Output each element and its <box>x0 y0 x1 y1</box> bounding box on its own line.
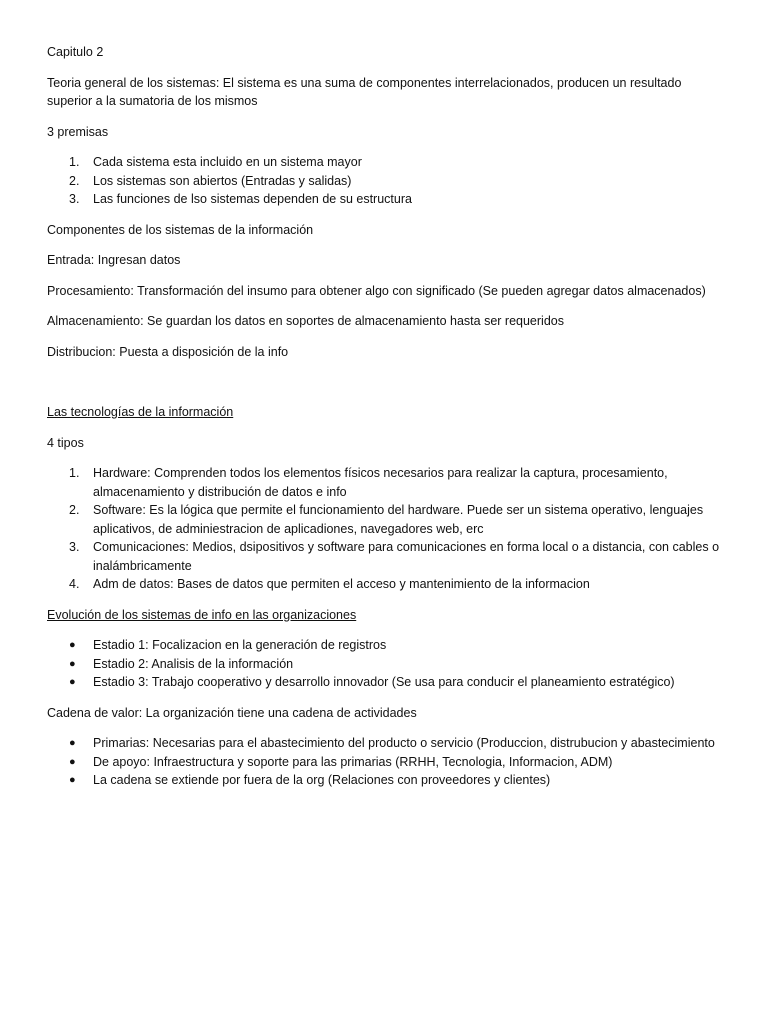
list-item: ● Estadio 3: Trabajo cooperativo y desarrollo innovador (Se usa para conducir el planeamiento estratégico) <box>47 673 727 692</box>
cadena-list <box>47 734 727 790</box>
tgs-text: El sistema es una suma de componentes interrelacionados, producen un resultado superior a la sumatoria de los mismos <box>47 75 682 108</box>
evolucion-list <box>47 636 727 692</box>
componente-almacenamiento: Almacenamiento: Se guardan los datos en soportes de almacenamiento hasta ser requeridos <box>47 314 564 328</box>
list-item: 2. Software: Es la lógica que permite el funcionamiento del hardware. Puede ser un sistema operativo, lenguajes aplicativos, de adminiestracion de aplicadiones, navegadores web, erc <box>69 503 704 536</box>
bullet-icon: ● <box>69 737 76 749</box>
list-item: 1. Cada sistema esta incluido en un sistema mayor <box>69 155 362 169</box>
componente-entrada: Entrada: Ingresan datos <box>47 253 181 267</box>
bullet-icon: ● <box>69 639 76 651</box>
tgs-label: Teoria general de los sistemas: <box>47 75 220 90</box>
tecnologias-heading: Las tecnologías de la información <box>47 405 234 419</box>
bullet-icon: ● <box>69 774 76 786</box>
componente-distribucion: Distribucion: Puesta a disposición de la info <box>47 344 289 359</box>
componentes-heading: Componentes de los sistemas de la información <box>47 222 314 237</box>
list-item: ● La cadena se extiende por fuera de la org (Relaciones con proveedores y clientes) <box>47 771 727 790</box>
list-item: 3. Comunicaciones: Medios, dsipositivos y software para comunicaciones en forma local o a distancia, con cables o inalámbricamente <box>69 540 720 573</box>
list-item: ● Estadio 2: Analisis de la información <box>47 655 727 674</box>
evolucion-heading: Evolución de los sistemas de info en las organizaciones <box>47 607 357 622</box>
chapter-title: Capitulo 2 <box>47 45 104 59</box>
premisas-list <box>47 153 727 209</box>
list-item: 3. Las funciones de lso sistemas dependen de su estructura <box>69 192 412 206</box>
tecnologias-list <box>47 464 727 594</box>
list-item: ● Estadio 1: Focalizacion en la generación de registros <box>47 636 727 655</box>
bullet-icon: ● <box>69 657 76 670</box>
list-item: 4. Adm de datos: Bases de datos que permiten el acceso y mantenimiento de la informacion <box>69 577 590 591</box>
tgs-paragraph <box>47 74 727 111</box>
bullet-icon: ● <box>69 676 76 688</box>
premisas-heading: 3 premisas <box>47 124 109 139</box>
list-item: ● Primarias: Necesarias para el abastecimiento del producto o servicio (Produccion, distrubucion y abastecimiento <box>47 734 727 753</box>
list-item: ● De apoyo: Infraestructura y soporte para las primarias (RRHH, Tecnologia, Informacion, ADM) <box>47 753 727 772</box>
list-item: 1. Hardware: Comprenden todos los elementos físicos necesarios para realizar la captura, procesamiento, almacenamiento y distribución de datos e info <box>69 466 668 499</box>
tecnologias-subheading: 4 tipos <box>47 435 84 450</box>
bullet-icon: ● <box>69 755 76 768</box>
document-body <box>47 43 727 790</box>
list-item: 2. Los sistemas son abiertos (Entradas y salidas) <box>69 173 352 188</box>
componente-procesamiento: Procesamiento: Transformación del insumo para obtener algo con significado (Se pueden agregar datos almacenados) <box>47 283 706 298</box>
cadena-intro: Cadena de valor: La organización tiene una cadena de actividades <box>47 705 417 720</box>
